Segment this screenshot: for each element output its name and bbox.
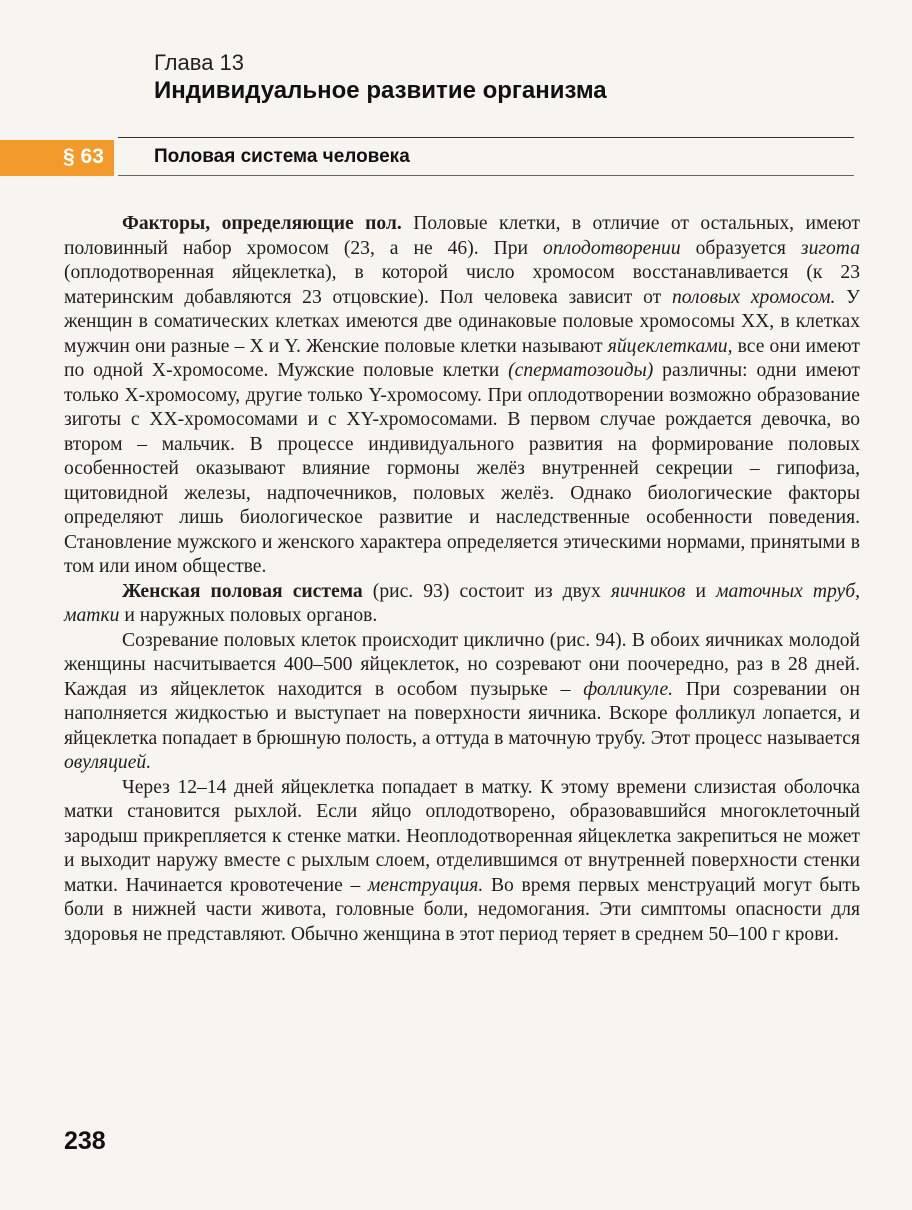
paragraph-ovulation	[64, 629, 860, 776]
italic-term: менструация.	[367, 874, 484, 896]
chapter-label: Глава 13	[154, 50, 245, 75]
italic-term: (сперматозоиды)	[508, 360, 654, 381]
italic-term: яичников	[610, 580, 686, 602]
paragraph-menstruation	[64, 776, 860, 948]
text-run: Во время первых менструаций могут быть боли в нижней части живота, головные боли, недомогания. Эти симптомы опасности для здоровья не представляют. Обычно женщина в этот период теряет в среднем 50–100 г крови.	[64, 874, 860, 945]
text-run: Через 12–14 дней яйцеклетка попадает в матку. К этому времени слизистая оболочка матки становится рыхлой. Если яйцо оплодотворено, образовавшийся многоклеточный зародыш прикрепляется к стенке матки. Неоплодотворенная яйцеклетка закрепиться не может и выходит наружу вместе с рыхлым слоем, отделившимся от внутренней поверхности стенки матки. Начинается кровотечение –	[64, 776, 860, 896]
bold-term: Факторы, определяющие пол.	[122, 213, 402, 234]
text-run: и	[685, 580, 717, 602]
text-run: Половые клетки, в отличие от остальных, имеют половинный набор хромосом (23, а не 46). При	[64, 213, 860, 259]
bold-term: Женская половая система	[122, 580, 363, 602]
page-number: 238	[64, 1127, 106, 1155]
text-run: различны: одни имеют только X-хромосому, другие только Y-хромосому. При оплодотворении возможно образование зиготы с XX-хромосомами и с XY-хромосомами. В первом случае рождается девочка, во втором – мальчик. В процессе индивидуального развития на формирование половых особенностей оказывают влияние гормоны желёз внутренней секреции – гипофиза, щитовидной железы, надпочечников, половых желёз. Однако биологические факторы определяют лишь биологическое развитие и наследственные особенности поведения. Становление мужского и женского характера определяется этическими нормами, принятыми в том или ином обществе.	[64, 360, 860, 577]
text-run: При созревании он наполняется жидкостью и выступает на поверхности яичника. Вскоре фолликул лопается, и яйцеклетка попадает в брюшную полость, а оттуда в маточную трубу. Этот процесс называется	[64, 678, 860, 749]
text-run: все они имеют по одной X-хромосоме. Мужские половые клетки	[64, 335, 860, 381]
section-number: § 63	[63, 145, 104, 168]
text-run: (оплодотворенная яйцеклетка), в которой число хромосом восстанавливается (к 23 материнским добавляются 23 отцовские). Пол человека зависит от	[64, 262, 860, 308]
text-run: образуется	[680, 237, 801, 259]
text-run: Созревание половых клеток происходит циклично (рис. 94). В обоих яичниках молодой женщины насчитывается 400–500 яйцеклеток, но созревают они поочередно, раз в 28 дней. Каждая из яйцеклеток находится в особом пузырьке –	[64, 629, 860, 700]
paragraph-female-system	[64, 580, 860, 629]
italic-term: половых хромосом.	[671, 286, 836, 308]
body-text	[64, 212, 860, 947]
text-run: и наружных половых органов.	[119, 605, 378, 626]
italic-term: яйцеклетками,	[607, 335, 733, 357]
header-rule-top	[118, 137, 854, 138]
text-run: У женщин в соматических клетках имеются две одинаковые половые хромосомы XX, в клетках мужчин они разные – X и Y. Женские половые клетки называют	[64, 286, 860, 357]
italic-term: зигота	[800, 237, 860, 259]
italic-term: овуляцией.	[64, 752, 152, 773]
section-title: Половая система человека	[154, 146, 410, 167]
italic-term: маточных труб, матки	[64, 580, 860, 626]
italic-term: оплодотворении	[543, 237, 681, 259]
header-rule-bottom	[118, 175, 854, 176]
paragraph-sex-factors	[64, 212, 860, 580]
italic-term: фолликуле.	[583, 678, 674, 700]
chapter-title: Индивидуальное развитие организма	[154, 77, 607, 104]
text-run: (рис. 93) состоит из двух	[362, 580, 611, 602]
